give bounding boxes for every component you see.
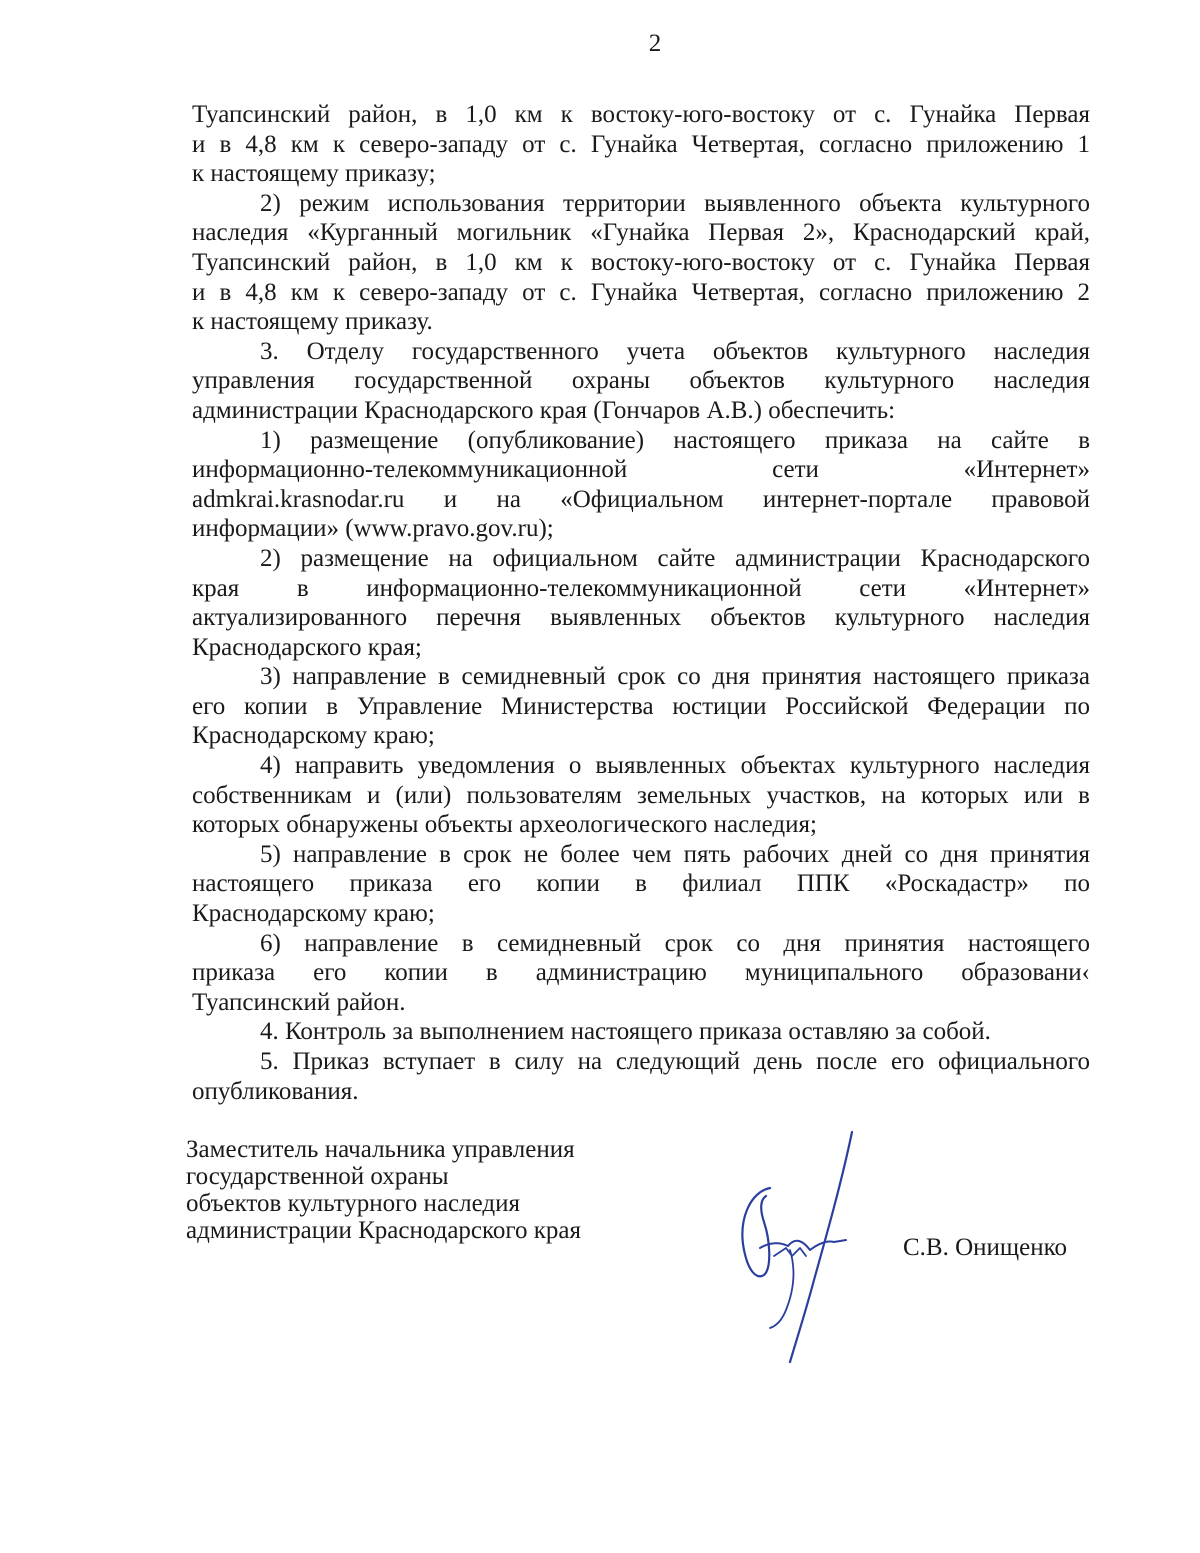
text-line: 3) направление в семидневный срок со дня принятия настоящего приказа: [260, 663, 1090, 691]
text-line: информации» (www.pravo.gov.ru);: [192, 515, 554, 543]
text-line: к настоящему приказу.: [192, 308, 433, 336]
text-line: Туапсинский район, в 1,0 км к востоку-юго-востоку от с. Гунайка Первая: [192, 101, 1090, 128]
text-line: 5. Приказ вступает в силу на следующий день после его официального: [260, 1048, 1090, 1075]
text-line: и в 4,8 км к северо-западу от с. Гунайка Четвертая, согласно приложению 2: [192, 278, 1090, 306]
text-line: его копии в Управление Министерства юстиции Российской Федерации по: [192, 692, 1090, 720]
text-line: опубликования.: [192, 1077, 359, 1105]
text-line: 1) размещение (опубликование) настоящего приказа на сайте в: [260, 426, 1090, 454]
text-line: собственникам и (или) пользователям земельных участков, на которых или в: [192, 781, 1090, 809]
text-line: 5) направление в срок не более чем пять рабочих дней со дня принятия: [260, 840, 1090, 868]
text-line: настоящего приказа его копии в филиал ППК «Роскадастр» по: [192, 870, 1090, 898]
text-line: 4. Контроль за выполнением настоящего приказа оставляю за собой.: [260, 1018, 991, 1046]
text-line: актуализированного перечня выявленных объектов культурного наследия: [192, 604, 1090, 632]
text-line: Краснодарского края;: [192, 633, 422, 661]
page-number: 2: [648, 30, 662, 57]
text-line: admkrai.krasnodar.ru и на «Официальном интернет-портале правовой: [192, 485, 1090, 513]
text-line: края в информационно-телекоммуникационной сети «Интернет»: [192, 574, 1090, 602]
text-line: к настоящему приказу;: [192, 160, 436, 188]
text-line: Туапсинский район, в 1,0 км к востоку-юго-востоку от с. Гунайка Первая: [192, 248, 1090, 276]
signer-position-line-2: государственной охраны: [186, 1163, 449, 1190]
text-line: 4) направить уведомления о выявленных объектах культурного наследия: [260, 752, 1090, 780]
text-line: управления государственной охраны объектов культурного наследия: [192, 367, 1090, 395]
text-line: Краснодарскому краю;: [192, 722, 435, 750]
signer-name: С.В. Онищенко: [903, 1234, 1068, 1261]
text-line: которых обнаружены объекты археологического наследия;: [192, 811, 817, 839]
signer-position: [186, 1136, 581, 1244]
signer-position-line-4: администрации Краснодарского края: [186, 1217, 582, 1244]
document-body: [192, 100, 1090, 1106]
text-line: Туапсинский район.: [192, 988, 406, 1016]
text-line: наследия «Курганный могильник «Гунайка Первая 2», Краснодарский край,: [192, 219, 1090, 247]
text-line: администрации Краснодарского края (Гончаров А.В.) обеспечить:: [192, 396, 896, 424]
handwritten-signature: [730, 1130, 870, 1370]
text-line: и в 4,8 км к северо-западу от с. Гунайка Четвертая, согласно приложению 1: [192, 130, 1090, 158]
signer-position-line-1: Заместитель начальника управления: [186, 1136, 575, 1163]
text-line: 2) режим использования территории выявленного объекта культурного: [260, 189, 1090, 217]
text-line: 2) размещение на официальном сайте администрации Краснодарского: [260, 544, 1090, 572]
text-line: приказа его копии в администрацию муниципального образовани‹: [192, 959, 1090, 987]
signer-position-line-3: объектов культурного наследия: [186, 1190, 520, 1217]
text-line: 6) направление в семидневный срок со дня принятия настоящего: [260, 929, 1090, 957]
text-line: 3. Отделу государственного учета объектов культурного наследия: [260, 337, 1090, 365]
text-line: Краснодарскому краю;: [192, 900, 435, 928]
text-line: информационно-телекоммуникационной сети «Интернет»: [192, 456, 1090, 484]
